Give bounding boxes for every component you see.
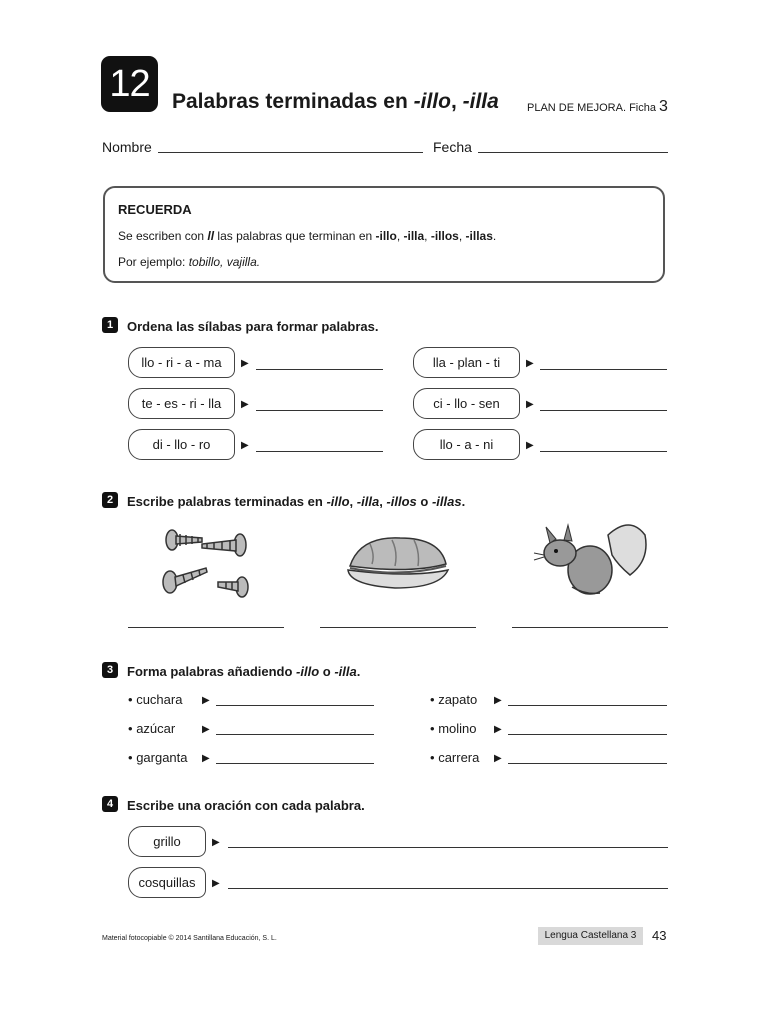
recuerda-title: RECUERDA (118, 202, 192, 217)
arrow-icon: ▶ (202, 724, 210, 735)
name-field[interactable] (158, 152, 423, 153)
answer-line[interactable] (128, 627, 284, 628)
answer-line[interactable] (320, 627, 476, 628)
exercise-4-number: 4 (102, 796, 118, 812)
answer-line[interactable] (508, 763, 667, 764)
arrow-icon: ▶ (202, 695, 210, 706)
answer-line[interactable] (228, 888, 668, 889)
list-item: • azúcar (128, 721, 176, 736)
screws-illustration (150, 520, 260, 605)
exercise-2-number: 2 (102, 492, 118, 508)
answer-line[interactable] (228, 847, 668, 848)
arrow-icon: ▶ (494, 695, 502, 706)
answer-line[interactable] (256, 451, 383, 452)
recuerda-rule: Se escriben con ll las palabras que terminan en -illo, -illa, -illos, -illas. (118, 229, 497, 243)
word-pill: grillo (128, 826, 206, 857)
list-item: • molino (430, 721, 477, 736)
date-label: Fecha (433, 139, 472, 155)
arrow-icon: ▶ (494, 724, 502, 735)
exercise-3-heading: Forma palabras añadiendo -illo o -illa. (127, 664, 361, 679)
date-field[interactable] (478, 152, 668, 153)
exercise-1-number: 1 (102, 317, 118, 333)
arrow-icon: ▶ (212, 878, 220, 889)
arrow-icon: ▶ (202, 753, 210, 764)
answer-line[interactable] (216, 763, 374, 764)
arrow-icon: ▶ (241, 440, 249, 451)
answer-line[interactable] (512, 627, 668, 628)
plan-label: PLAN DE MEJORA. Ficha 3 (527, 98, 668, 115)
syllable-pill: llo - a - ni (413, 429, 520, 460)
arrow-icon: ▶ (526, 399, 534, 410)
arrow-icon: ▶ (241, 399, 249, 410)
arrow-icon: ▶ (526, 358, 534, 369)
recuerda-example: Por ejemplo: tobillo, vajilla. (118, 255, 261, 269)
syllable-pill: di - llo - ro (128, 429, 235, 460)
arrow-icon: ▶ (526, 440, 534, 451)
answer-line[interactable] (508, 734, 667, 735)
subject-label: Lengua Castellana 3 (538, 927, 643, 945)
answer-line[interactable] (216, 705, 374, 706)
squirrel-illustration (530, 515, 650, 600)
answer-line[interactable] (256, 410, 383, 411)
answer-line[interactable] (216, 734, 374, 735)
sandwich-illustration (340, 530, 455, 595)
exercise-4-heading: Escribe una oración con cada palabra. (127, 798, 365, 813)
page-number: 43 (652, 928, 667, 943)
exercise-2-heading: Escribe palabras terminadas en -illo, -illa, -illos o -illas. (127, 494, 466, 509)
answer-line[interactable] (540, 451, 667, 452)
syllable-pill: llo - ri - a - ma (128, 347, 235, 378)
answer-line[interactable] (540, 369, 667, 370)
exercise-1-heading: Ordena las sílabas para formar palabras. (127, 319, 379, 334)
arrow-icon: ▶ (241, 358, 249, 369)
answer-line[interactable] (256, 369, 383, 370)
answer-line[interactable] (540, 410, 667, 411)
copyright: Material fotocopiable © 2014 Santillana Educación, S. L. (102, 935, 277, 942)
syllable-pill: ci - llo - sen (413, 388, 520, 419)
syllable-pill: te - es - ri - lla (128, 388, 235, 419)
exercise-3-number: 3 (102, 662, 118, 678)
list-item: • cuchara (128, 692, 183, 707)
answer-line[interactable] (508, 705, 667, 706)
list-item: • carrera (430, 750, 480, 765)
list-item: • garganta (128, 750, 188, 765)
arrow-icon: ▶ (494, 753, 502, 764)
syllable-pill: lla - plan - ti (413, 347, 520, 378)
arrow-icon: ▶ (212, 837, 220, 848)
list-item: • zapato (430, 692, 478, 707)
unit-number-badge: 12 (101, 56, 158, 112)
page-title: Palabras terminadas en -illo, -illa (172, 90, 499, 113)
word-pill: cosquillas (128, 867, 206, 898)
name-label: Nombre (102, 139, 152, 155)
